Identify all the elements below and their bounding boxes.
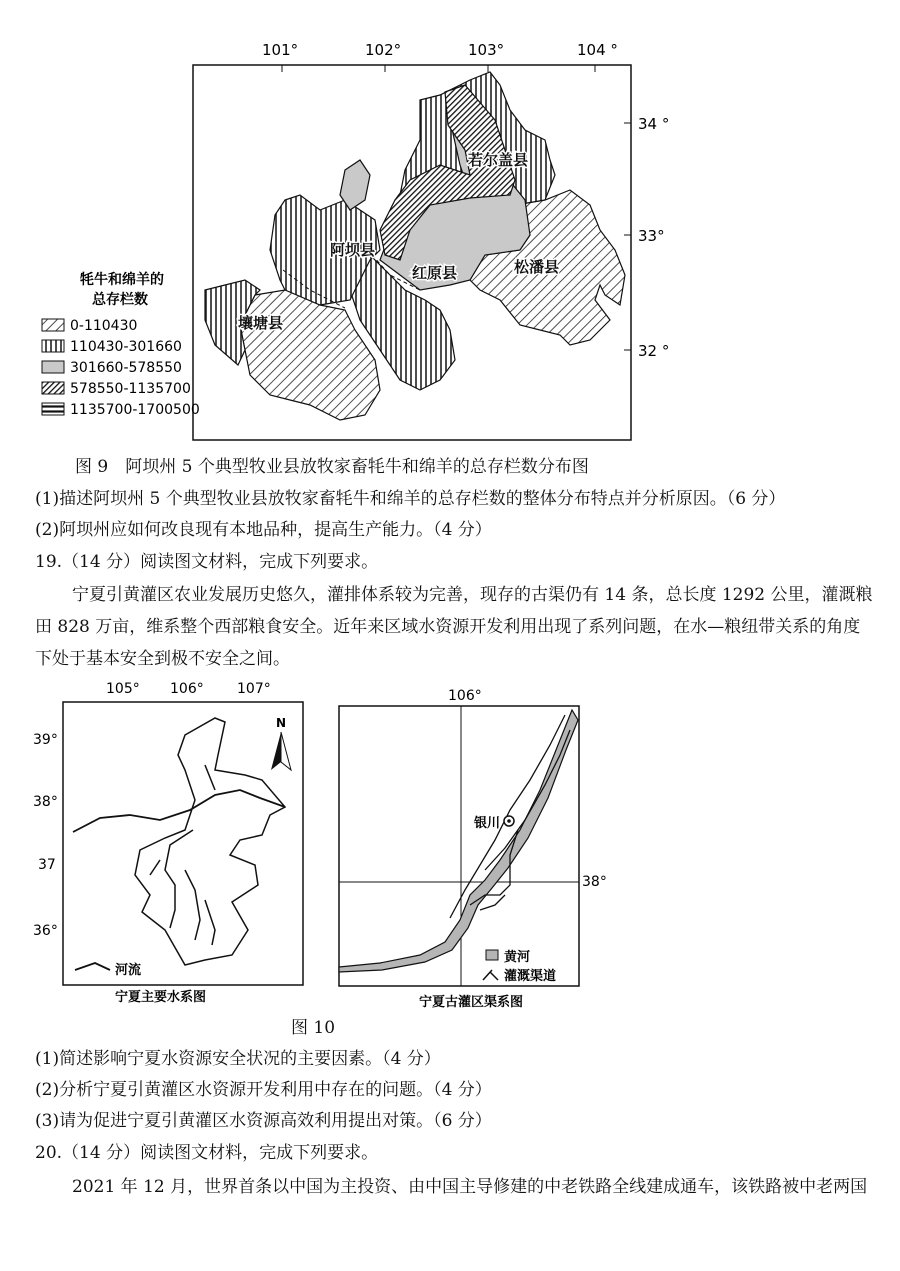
figure-10-caption: 图 10 <box>291 1018 336 1038</box>
county-label-aba: 阿坝县 <box>330 241 376 259</box>
figure-9-caption: 图 9 阿坝州 5 个典型牧业县放牧家畜牦牛和绵羊的总存栏数分布图 <box>75 457 589 477</box>
lon-label: 104 ° <box>577 41 618 59</box>
question-18-sub2: (2)阿坝州应如何改良现有本地品种，提高生产能力。（4 分） <box>35 520 492 540</box>
lat-label: 32 ° <box>638 342 670 360</box>
q19-paragraph-line2: 田 828 万亩，维系整个西部粮食安全。近年来区域水资源开发利用出现了系列问题，在水—粮纽带关系的角度 <box>35 617 861 637</box>
lon-label: 106° <box>448 688 482 704</box>
county-label-hongyuan: 红原县 <box>412 264 458 282</box>
lat-label: 38° <box>582 874 607 890</box>
yellow-river-legend-icon <box>486 950 498 960</box>
county-label-rangtang: 壤塘县 <box>238 314 284 332</box>
q19-paragraph-line1: 宁夏引黄灌区农业发展历史悠久，灌排体系较为完善，现存的古渠仍有 14 条，总长度 1292 公里，灌溉粮 <box>72 585 873 605</box>
yellow-river-legend-label: 黄河 <box>504 950 531 965</box>
question-18-sub1: (1)描述阿坝州 5 个典型牧业县放牧家畜牦牛和绵羊的总存栏数的整体分布特点并分析原因。（6 分） <box>35 489 786 509</box>
fig9-legend <box>42 271 200 418</box>
lat-label: 39° <box>33 732 58 748</box>
q19-paragraph-line3: 下处于基本安全到极不安全之间。 <box>35 649 290 669</box>
legend-title-line2: 总存栏数 <box>92 292 148 308</box>
north-arrow-icon <box>271 716 291 770</box>
aba-gray-patch <box>340 160 370 210</box>
legend-title-line1: 牦牛和绵羊的 <box>80 272 164 288</box>
legend-item: 578550-1135700 <box>70 381 191 397</box>
left-map-title: 宁夏主要水系图 <box>115 990 207 1005</box>
lat-label: 37 <box>38 857 56 873</box>
right-map-title: 宁夏古灌区渠系图 <box>419 995 524 1010</box>
county-label-songpan: 松潘县 <box>514 258 560 276</box>
legend-item: 0-110430 <box>70 318 138 334</box>
lat-label: 33° <box>638 227 665 245</box>
question-19-header: 19.（14 分）阅读图文材料，完成下列要求。 <box>35 552 379 572</box>
ningxia-outline <box>135 718 285 965</box>
lon-label: 101° <box>262 41 299 59</box>
canal-legend-label: 灌溉渠道 <box>504 969 557 984</box>
lon-label: 102° <box>365 41 402 59</box>
right-map-frame <box>339 706 579 986</box>
lon-label: 103° <box>468 41 505 59</box>
legend-item: 110430-301660 <box>70 339 182 355</box>
canal-legend-icon <box>483 970 498 980</box>
lat-label: 36° <box>33 923 58 939</box>
svg-text:N: N <box>276 716 287 730</box>
yellow-river <box>339 710 578 972</box>
legend-item: 1135700-1700500 <box>70 402 200 418</box>
question-19-sub3: (3)请为促进宁夏引黄灌区水资源高效利用提出对策。（6 分） <box>35 1111 492 1131</box>
ningxia-water-system-map <box>0 670 320 1015</box>
question-19-sub1: (1)简述影响宁夏水资源安全状况的主要因素。（4 分） <box>35 1049 441 1069</box>
question-20-header: 20.（14 分）阅读图文材料，完成下列要求。 <box>35 1143 379 1163</box>
ningxia-irrigation-canal-map <box>320 680 620 1020</box>
river-legend-label: 河流 <box>115 963 142 978</box>
q20-paragraph-line1: 2021 年 12 月，世界首条以中国为主投资、由中国主导修建的中老铁路全线建成通车，该铁路被中老两国 <box>72 1177 868 1197</box>
lon-label: 107° <box>237 681 271 697</box>
lat-label: 38° <box>33 794 58 810</box>
county-label-ruoergai: 若尔盖县 <box>468 151 529 169</box>
lat-label: 34 ° <box>638 115 670 133</box>
river-legend-icon <box>75 963 110 970</box>
lon-label: 106° <box>170 681 204 697</box>
figure-9-map <box>0 0 900 450</box>
lon-label: 105° <box>106 681 140 697</box>
city-label-yinchuan: 银川 <box>474 816 501 831</box>
legend-item: 301660-578550 <box>70 360 182 376</box>
question-19-sub2: (2)分析宁夏引黄灌区水资源开发利用中存在的问题。（4 分） <box>35 1080 492 1100</box>
